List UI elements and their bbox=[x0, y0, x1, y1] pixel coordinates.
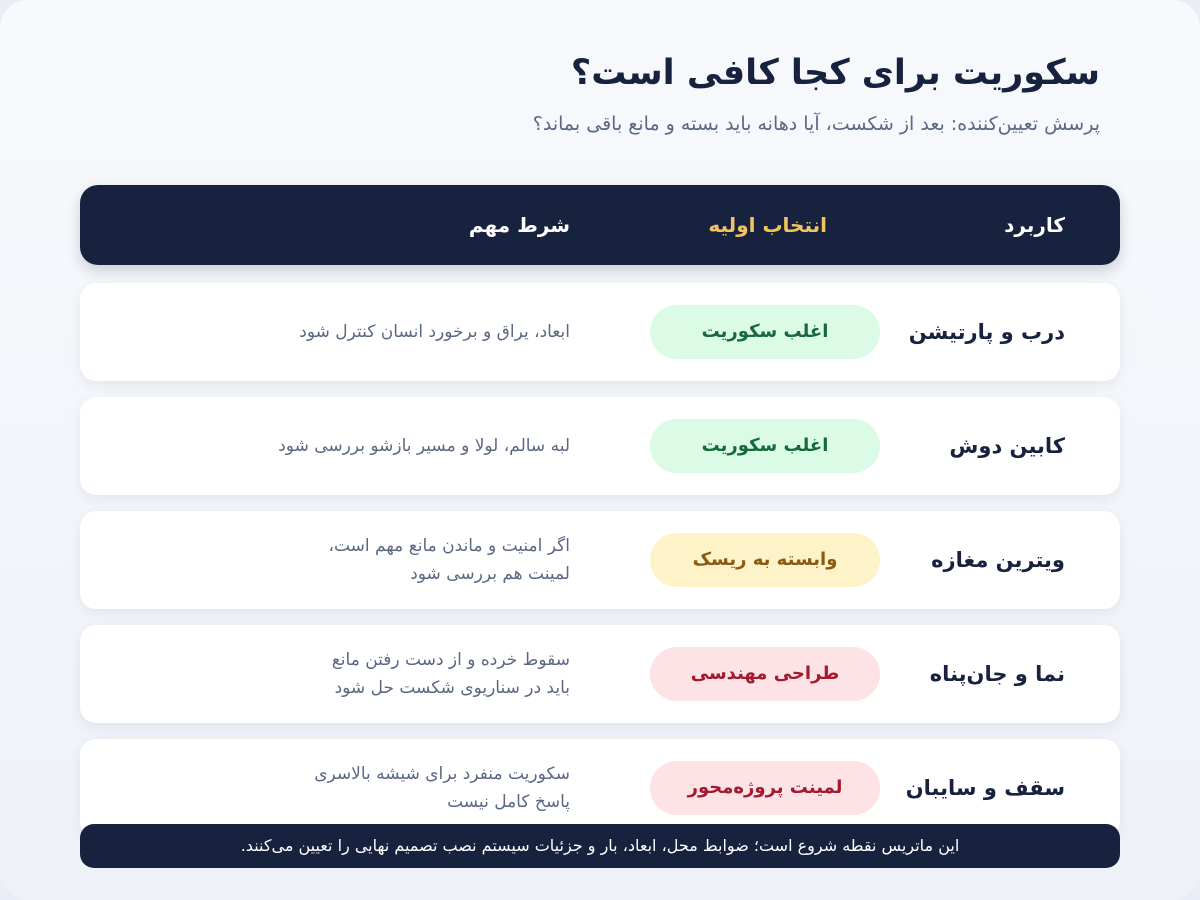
page-title: سکوریت برای کجا کافی است؟ bbox=[570, 53, 1100, 93]
choice-badge: اغلب سکوریت bbox=[650, 419, 880, 473]
table-row bbox=[80, 625, 1120, 723]
table-row bbox=[80, 397, 1120, 495]
row-usage: درب و پارتیشن bbox=[908, 320, 1065, 344]
condition-line: ابعاد، یراق و برخورد انسان کنترل شود bbox=[299, 322, 570, 342]
choice-badge: اغلب سکوریت bbox=[650, 305, 880, 359]
header-choice: انتخاب اولیه bbox=[708, 213, 827, 237]
choice-badge: لمینت پروژه‌محور bbox=[650, 761, 880, 815]
row-usage: سقف و سایبان bbox=[905, 776, 1065, 800]
table-row bbox=[80, 511, 1120, 609]
table-row bbox=[80, 283, 1120, 381]
row-condition bbox=[150, 511, 570, 609]
condition-line: سکوریت منفرد برای شیشه بالاسری bbox=[314, 764, 570, 784]
row-usage: نما و جان‌پناه bbox=[929, 662, 1065, 686]
row-condition bbox=[150, 283, 570, 381]
row-condition bbox=[150, 739, 570, 837]
row-condition bbox=[150, 397, 570, 495]
choice-badge: وابسته به ریسک bbox=[650, 533, 880, 587]
row-condition bbox=[150, 625, 570, 723]
header-usage: کاربرد bbox=[1004, 213, 1065, 237]
table-header bbox=[80, 185, 1120, 265]
table-row bbox=[80, 739, 1120, 837]
header bbox=[100, 48, 1100, 138]
header-condition: شرط مهم bbox=[468, 213, 570, 237]
condition-line: سقوط خرده و از دست رفتن مانع bbox=[331, 650, 570, 670]
page-subtitle: پرسش تعیین‌کننده: بعد از شکست، آیا دهانه باید بسته و مانع باقی بماند؟ bbox=[532, 113, 1100, 135]
condition-line: باید در سناریوی شکست حل شود bbox=[334, 678, 570, 698]
condition-line: اگر امنیت و ماندن مانع مهم است، bbox=[328, 536, 570, 556]
condition-line: پاسخ کامل نیست bbox=[447, 792, 570, 812]
condition-line: لبه سالم، لولا و مسیر بازشو بررسی شود bbox=[278, 436, 570, 456]
row-usage: ویترین مغازه bbox=[931, 548, 1065, 572]
footer-note: این ماتریس نقطه شروع است؛ ضوابط محل، ابعاد، بار و جزئیات سیستم نصب تصمیم نهایی را تعیین می‌کنند. bbox=[80, 824, 1120, 868]
row-usage: کابین دوش bbox=[949, 434, 1065, 458]
choice-badge: طراحی مهندسی bbox=[650, 647, 880, 701]
condition-line: لمینت هم بررسی شود bbox=[410, 564, 570, 584]
